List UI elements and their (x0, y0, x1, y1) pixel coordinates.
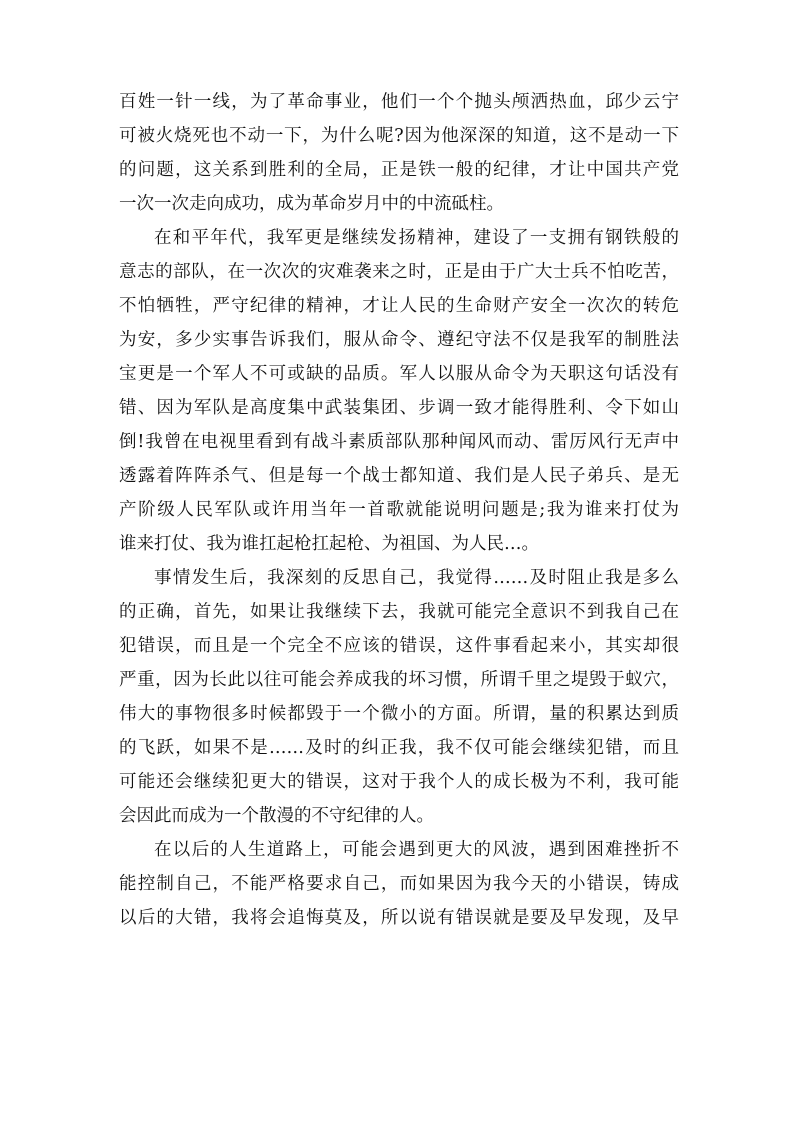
paragraph-line: 一次一次走向成功，成为革命岁月中的中流砥柱。 (119, 194, 504, 214)
paragraph-line: 能控制自己，不能严格要求自己，而如果因为我今天的小错误，铸成 (119, 874, 679, 894)
paragraph-line: 以后的大错，我将会追悔莫及，所以说有错误就是要及早发现，及早 (119, 908, 679, 928)
paragraph-line: 事情发生后，我深刻的反思自己，我觉得……及时阻止我是多么 (154, 568, 679, 588)
paragraph-line: 不怕牺牲，严守纪律的精神，才让人民的生命财产安全一次次的转危 (119, 296, 679, 316)
paragraph-line: 可被火烧死也不动一下，为什么呢?因为他深深的知道，这不是动一下 (119, 126, 679, 146)
paragraph-line: 会因此而成为一个散漫的不守纪律的人。 (119, 806, 434, 826)
paragraph-line: 的飞跃，如果不是……及时的纠正我，我不仅可能会继续犯错，而且 (119, 738, 679, 758)
paragraph-line: 的正确，首先，如果让我继续下去，我就可能完全意识不到我自己在 (119, 602, 679, 622)
paragraph-line: 倒!我曾在电视里看到有战斗素质部队那种闻风而动、雷厉风行无声中 (119, 432, 679, 452)
document-body (119, 85, 679, 935)
paragraph-line: 错、因为军队是高度集中武装集团、步调一致才能得胜利、令下如山 (119, 398, 679, 418)
paragraph-line: 宝更是一个军人不可或缺的品质。军人以服从命令为天职这句话没有 (119, 364, 679, 384)
paragraph-line: 谁来打仗、我为谁扛起枪扛起枪、为祖国、为人民…。 (119, 534, 539, 554)
paragraph-line: 在以后的人生道路上，可能会遇到更大的风波，遇到困难挫折不 (154, 840, 679, 860)
paragraph-line: 犯错误，而且是一个完全不应该的错误，这件事看起来小，其实却很 (119, 636, 679, 656)
paragraph-line: 可能还会继续犯更大的错误，这对于我个人的成长极为不利，我可能 (119, 772, 679, 792)
paragraph-line: 产阶级人民军队或许用当年一首歌就能说明问题是;我为谁来打仗为 (119, 500, 679, 520)
paragraph-line: 百姓一针一线，为了革命事业，他们一个个抛头颅洒热血，邱少云宁 (119, 92, 679, 112)
paragraph-line: 意志的部队，在一次次的灾难袭来之时，正是由于广大士兵不怕吃苦， (119, 262, 679, 282)
paragraph-line: 透露着阵阵杀气、但是每一个战士都知道、我们是人民子弟兵、是无 (119, 466, 679, 486)
paragraph-line: 严重，因为长此以往可能会养成我的坏习惯，所谓千里之堤毁于蚁穴， (119, 670, 679, 690)
paragraph-line: 在和平年代，我军更是继续发扬精神，建设了一支拥有钢铁般的 (154, 228, 679, 248)
paragraph-line: 为安，多少实事告诉我们，服从命令、遵纪守法不仅是我军的制胜法 (119, 330, 679, 350)
paragraph-line: 伟大的事物很多时候都毁于一个微小的方面。所谓，量的积累达到质 (119, 704, 679, 724)
paragraph-line: 的问题，这关系到胜利的全局，正是铁一般的纪律，才让中国共产党 (119, 160, 679, 180)
